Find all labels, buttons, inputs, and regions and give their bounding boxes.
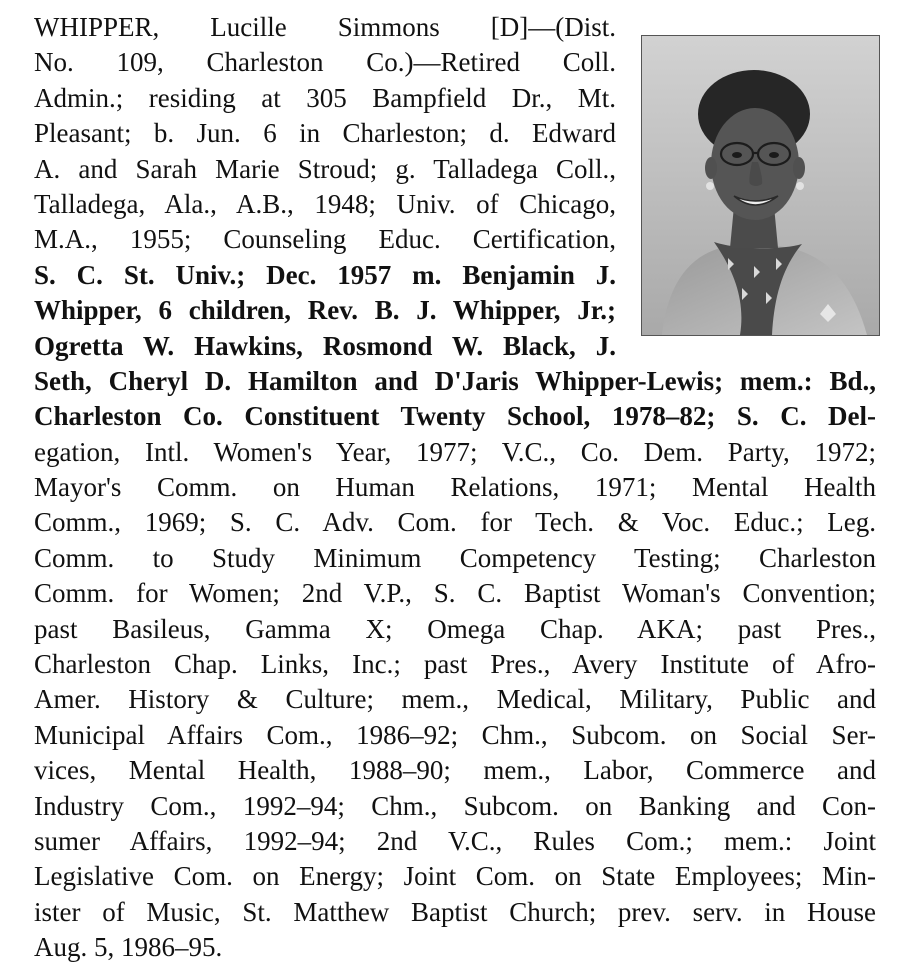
entry-line: S. C. St. Univ.; Dec. 1957 m. Benjamin J. — [34, 259, 616, 290]
entry-line: past Basileus, Gamma X; Omega Chap. AKA; past Pres., — [34, 613, 876, 644]
entry-line: Talladega, Ala., A.B., 1948; Univ. of Chicago, — [34, 188, 616, 219]
entry-line: WHIPPER, Lucille Simmons [D]—(Dist. — [34, 12, 616, 42]
entry-line: Admin.; residing at 305 Bampfield Dr., Mt. — [34, 82, 616, 113]
entry-line: Comm. to Study Minimum Competency Testing; Charleston — [34, 542, 876, 573]
entry-line: Whipper, 6 children, Rev. B. J. Whipper, Jr.; — [34, 295, 616, 326]
entry-line: Aug. 5, 1986–95. — [34, 932, 223, 963]
entry-line: Ogretta W. Hawkins, Rosmond W. Black, J. — [34, 330, 616, 361]
entry-line: ister of Music, St. Matthew Baptist Church; prev. serv. in House — [34, 896, 876, 927]
entry-line: Industry Com., 1992–94; Chm., Subcom. on Banking and Con- — [34, 790, 876, 821]
entry-line: sumer Affairs, 1992–94; 2nd V.C., Rules Com.; mem.: Joint — [34, 825, 876, 856]
portrait-illustration — [642, 36, 879, 335]
entry-line: Comm., 1969; S. C. Adv. Com. for Tech. & Voc. Educ.; Leg. — [34, 507, 876, 538]
entry-line: egation, Intl. Women's Year, 1977; V.C., Co. Dem. Party, 1972; — [34, 436, 876, 467]
portrait-photo — [641, 35, 880, 336]
entry-line: A. and Sarah Marie Stroud; g. Talladega Coll., — [34, 153, 616, 184]
entry-line: Legislative Com. on Energy; Joint Com. on State Employees; Min- — [34, 861, 876, 892]
entry-line: vices, Mental Health, 1988–90; mem., Labor, Commerce and — [34, 755, 876, 786]
entry-line: No. 109, Charleston Co.)—Retired Coll. — [34, 47, 616, 78]
entry-line: Municipal Affairs Com., 1986–92; Chm., Subcom. on Social Ser- — [34, 719, 876, 750]
entry-line: Charleston Chap. Links, Inc.; past Pres., Avery Institute of Afro- — [34, 649, 876, 680]
entry-line: M.A., 1955; Counseling Educ. Certification, — [34, 224, 616, 255]
entry-line: Amer. History & Culture; mem., Medical, Military, Public and — [34, 684, 876, 715]
entry-line: Pleasant; b. Jun. 6 in Charleston; d. Edward — [34, 118, 616, 149]
entry-line: Charleston Co. Constituent Twenty School, 1978–82; S. C. Del- — [34, 401, 876, 432]
entry-line: Mayor's Comm. on Human Relations, 1971; Mental Health — [34, 472, 876, 503]
entry-line: Seth, Cheryl D. Hamilton and D'Jaris Whipper-Lewis; mem.: Bd., — [34, 365, 876, 396]
entry-line: Comm. for Women; 2nd V.P., S. C. Baptist Woman's Convention; — [34, 578, 876, 609]
